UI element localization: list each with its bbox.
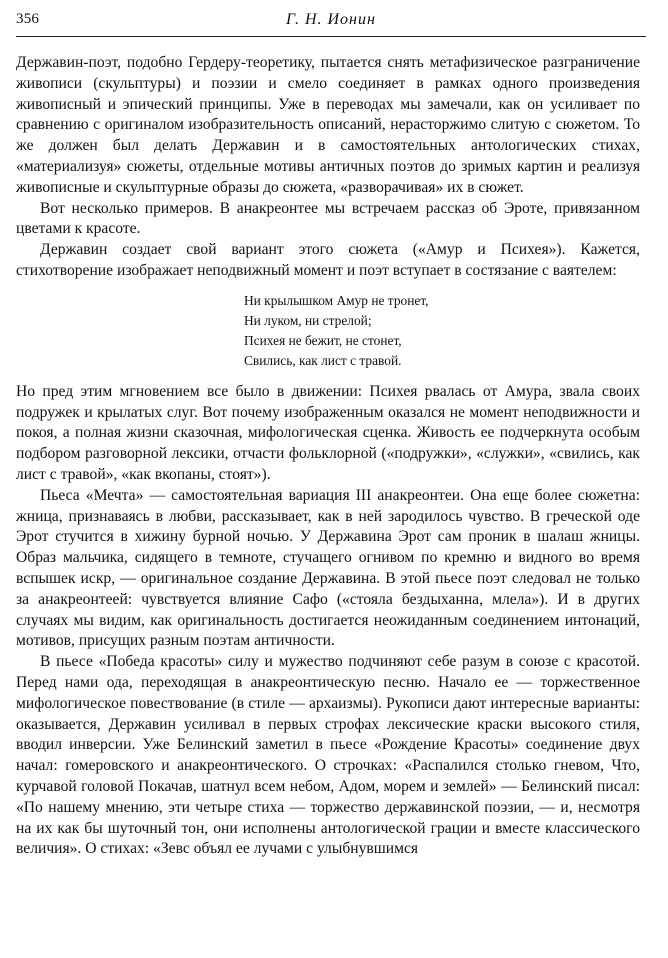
verse-line: Свились, как лист с травой.: [244, 352, 402, 368]
running-title: Г. Н. Ионин: [286, 11, 376, 28]
running-head: [16, 8, 646, 36]
verse-line: Психея не бежит, не стонет,: [244, 332, 402, 348]
header-rule: [16, 36, 646, 37]
body-text: [16, 53, 640, 860]
paragraph: В пьесе «Победа красоты» силу и мужество подчиняют себе разум в союзе с красотой. Перед нами ода, переходящая в анакреонтическую песню. Начало ее — торжественное мифологическое повествование (в стиле — архаизмы). Рукописи дают интересные варианты: оказывается, Державин усиливал в первых строфах лексические краски высокого стиля, вводил инверсии. Уже Белинский заметил в пьесе «Рождение Красоты» соединение двух начал: гомеровского и анакреонтического. О строчках: «Распалился столько гневом, Что, курчавой головой Покачав, шатнул всем небом, Адом, морем и землей» — Белинский писал: «По нашему мнению, эти четыре стиха — торжество державинской поэзии, — и, несмотря на их как бы шуточный тон, они исполнены антологической грации и вместе классического величия». О стихах: «Зевс объял ее лучами с улыбнувшимся: [16, 653, 640, 858]
paragraph: Державин-поэт, подобно Гердеру-теоретику, пытается снять метафизическое разграничение живописи (скульптуры) и поэзии и смело соединяет в рамках одного произведения живописный и эпический принципы. Уже в переводах мы замечали, как он усиливает по сравнению с оригиналом изобразительность описаний, нерасторжимо слитую с сюжетом. То же должен был делать Державин и в самостоятельных антологических стихах, «материализуя» сюжеты, отдельные мотивы античных поэтов до зримых картин и реализуя живописные и скульптурные образы до сюжета, «разворачивая» их в сюжет.: [16, 54, 640, 196]
paragraph: Но пред этим мгновением все было в движении: Психея рвалась от Амура, звала своих подружек и крылатых слуг. Вот почему изображенным оказался не момент неподвижности и покоя, а полная жизни сказочная, мифологическая сценка. Живость ее подчеркнута особым подбором разговорной лексики, отчасти фольклорной («подружки», «служки», «свились, как лист с травой», «как вкопаны, стоят»).: [16, 382, 640, 483]
paragraph: Державин создает свой вариант этого сюжета («Амур и Психея»). Кажется, стихотворение изображает неподвижный момент и поэт вступает в состязание с ваятелем:: [16, 241, 640, 279]
paragraph: Вот несколько примеров. В анакреонтее мы встречаем рассказ об Эроте, привязанном цветами к красоте.: [16, 199, 640, 238]
page-number: 356: [16, 11, 40, 27]
verse-line: Ни луком, ни стрелой;: [244, 312, 372, 328]
verse-line: Ни крылышком Амур не тронет,: [244, 292, 429, 308]
paragraph: Пьеса «Мечта» — самостоятельная вариация III анакреонтеи. Она еще более сюжетна: жница, признаваясь в любви, рассказывает, как в ней зародилось чувство. В греческой оде Эрот стучится в хижину бурной ночью. У Державина Эрот сам проник в шалаш жницы. Образ мальчика, сидящего в темноте, стучащего огнивом по кремню и видного во время вспышек искр, — оригинальное создание Державина. В этой пьесе поэт следовал не только за анакреонтеей: чувствуется влияние Сафо («стояла бездыханна, млела»). И в других случаях мы видим, как оригинальность достигается неожиданным соединением интонаций, мотивов, присущих разным поэтам античности.: [16, 486, 640, 650]
verse-quote: [244, 291, 640, 371]
